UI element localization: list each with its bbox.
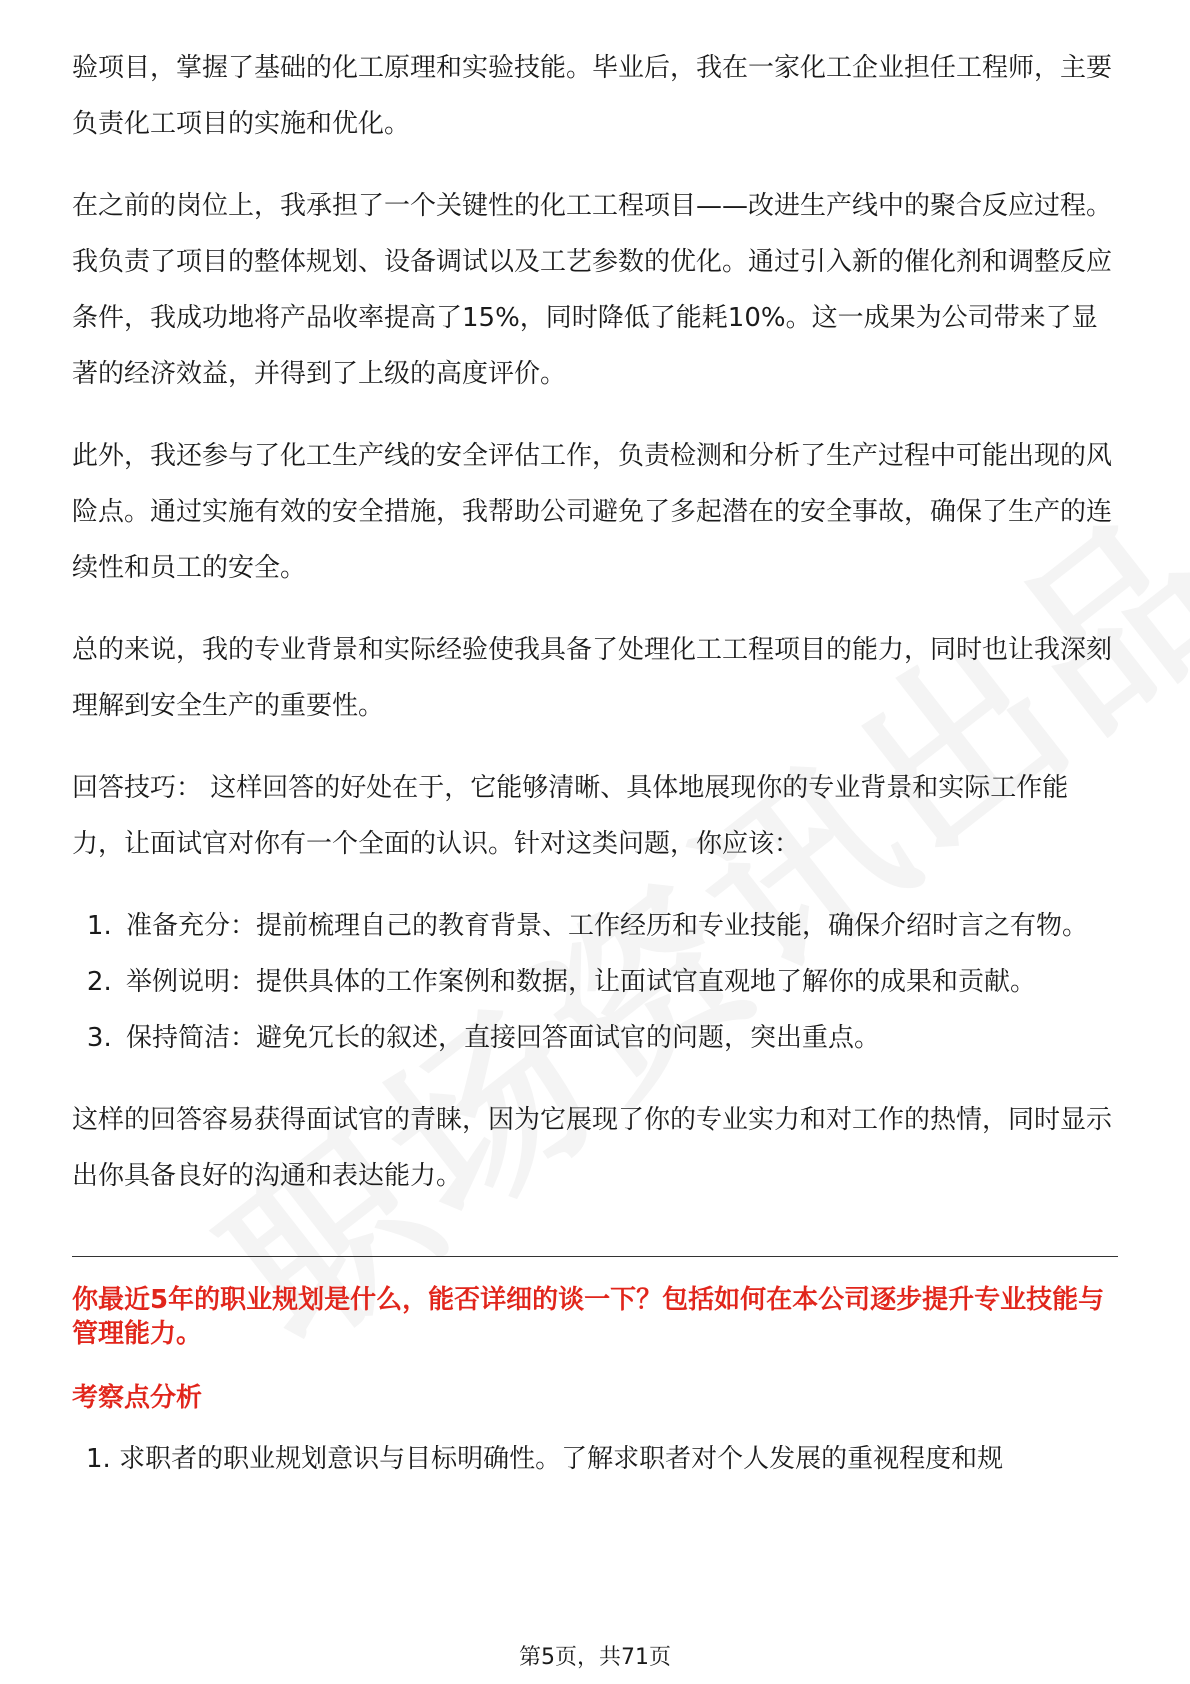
answer-tips-intro: 回答技巧： 这样回答的好处在于，它能够清晰、具体地展现你的专业背景和实际工作能力，让面试官对你有一个全面的认识。针对这类问题，你应该： bbox=[72, 773, 1069, 859]
paragraph: 此外，我还参与了化工生产线的安全评估工作，负责检测和分析了生产过程中可能出现的风险点。通过实施有效的安全措施，我帮助公司避免了多起潜在的安全事故，确保了生产的连续性和员工的安全。 bbox=[72, 441, 1113, 583]
paragraph: 总的来说，我的专业背景和实际经验使我具备了处理化工工程项目的能力，同时也让我深刻理解到安全生产的重要性。 bbox=[72, 635, 1113, 721]
paragraph: 在之前的岗位上，我承担了一个关键性的化工工程项目——改进生产线中的聚合反应过程。我负责了项目的整体规划、设备调试以及工艺参数的优化。通过引入新的催化剂和调整反应条件，我成功地将产品收率提高了15%，同时降低了能耗10%。这一成果为公司带来了显著的经济效益，并得到了上级的高度评价。 bbox=[72, 191, 1113, 389]
section-title: 考察点分析 bbox=[72, 1383, 203, 1413]
list-item: 3. 保持简洁：避免冗长的叙述，直接回答面试官的问题，突出重点。 bbox=[120, 1010, 1118, 1066]
page-footer: 第5页，共71页 bbox=[0, 1640, 1190, 1671]
list-item: 1. 准备充分：提前梳理自己的教育背景、工作经历和专业技能，确保介绍时言之有物。 bbox=[120, 898, 1118, 954]
list-item-text: 1. 求职者的职业规划意识与目标明确性。了解求职者对个人发展的重视程度和规 bbox=[86, 1445, 1004, 1474]
document-body bbox=[72, 40, 1118, 1475]
divider bbox=[72, 1256, 1118, 1257]
list-item-partial bbox=[72, 1445, 1118, 1475]
closing-paragraph: 这样的回答容易获得面试官的青睐，因为它展现了你的专业实力和对工作的热情，同时显示出你具备良好的沟通和表达能力。 bbox=[72, 1105, 1113, 1191]
tips-list bbox=[72, 898, 1118, 1066]
list-item: 2. 举例说明：提供具体的工作案例和数据，让面试官直观地了解你的成果和贡献。 bbox=[120, 954, 1118, 1010]
paragraph: 验项目，掌握了基础的化工原理和实验技能。毕业后，我在一家化工企业担任工程师，主要负责化工项目的实施和优化。 bbox=[72, 53, 1113, 139]
question-heading: 你最近5年的职业规划是什么，能否详细的谈一下？包括如何在本公司逐步提升专业技能与管理能力。 bbox=[72, 1285, 1105, 1349]
